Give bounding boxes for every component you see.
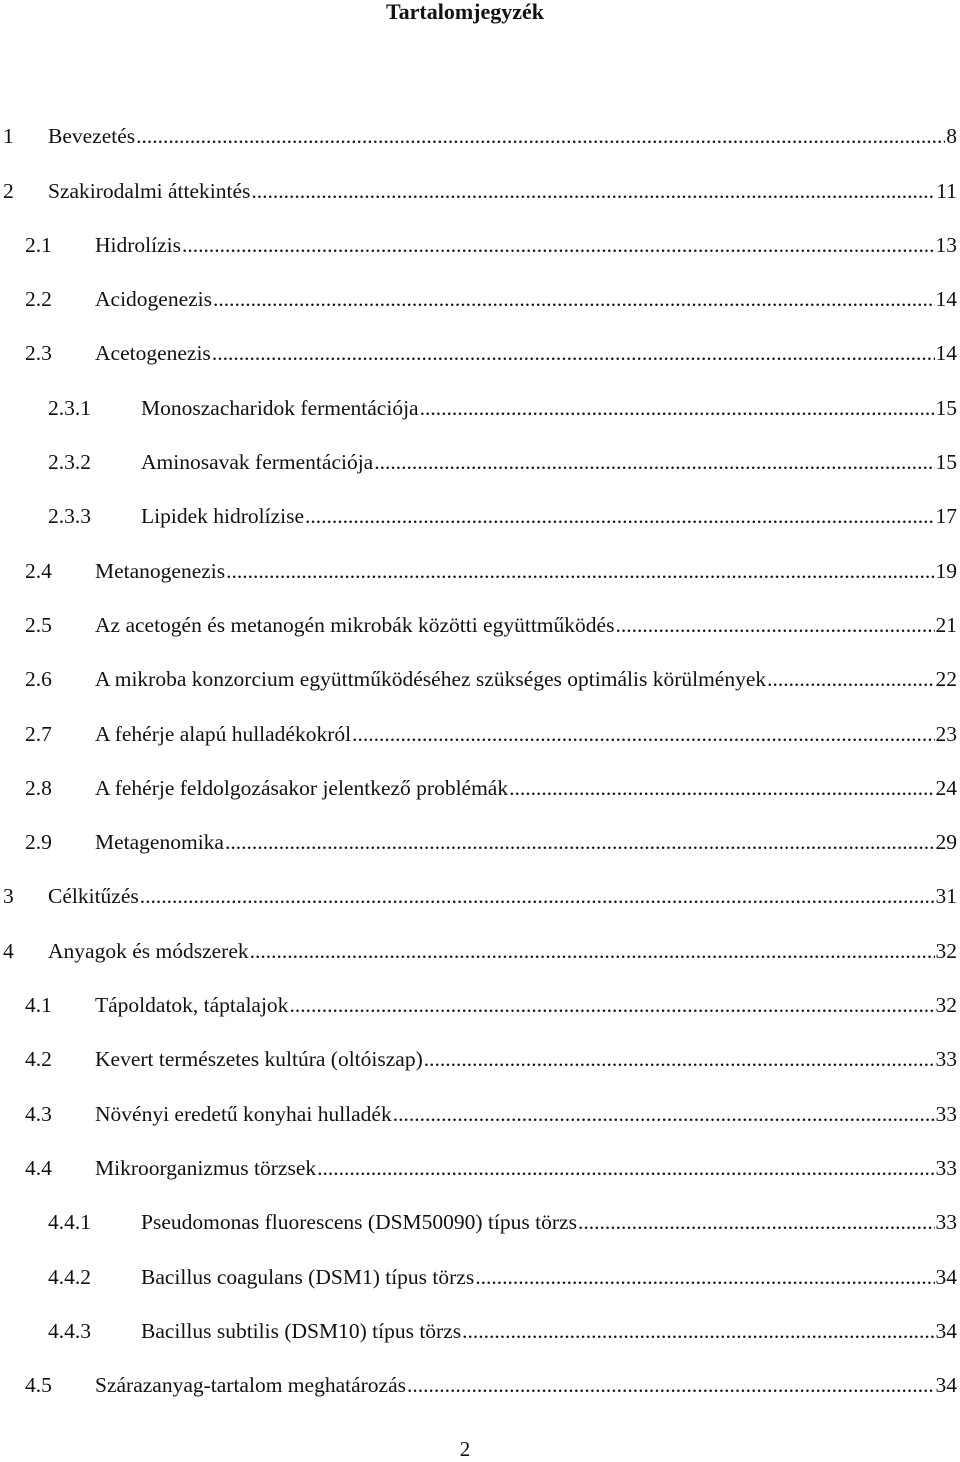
toc-entry-page: 23 (935, 721, 957, 746)
toc-entry-page: 33 (935, 1047, 957, 1072)
dot-leader (140, 883, 935, 909)
toc-entry-body (48, 883, 957, 909)
toc-entry-title: Az acetogén és metanogén mikrobák közötti együttműködés (95, 612, 615, 637)
toc-entry[interactable] (0, 529, 957, 583)
toc-entry[interactable] (0, 638, 957, 692)
toc-entry-number: 2 (3, 178, 14, 203)
dot-leader (578, 1209, 935, 1235)
dot-leader (136, 123, 945, 149)
toc-entry-body (48, 178, 957, 204)
toc-entry-page: 31 (935, 884, 957, 909)
toc-entry-page: 33 (935, 1101, 957, 1126)
toc-entry[interactable] (0, 747, 957, 801)
toc-entry-number: 2.3.1 (48, 395, 91, 420)
dot-leader (462, 1318, 934, 1344)
toc-entry-body (95, 1101, 957, 1127)
toc-entry-body (141, 1318, 957, 1344)
dot-leader (251, 178, 935, 204)
toc-entry-body (95, 666, 957, 692)
toc-entry-number: 2.6 (25, 667, 52, 692)
toc-entry-number: 4.5 (25, 1373, 52, 1398)
toc-entry[interactable] (0, 95, 957, 149)
toc-entry-title: Pseudomonas fluorescens (DSM50090) típus törzs (141, 1210, 577, 1235)
toc-entry-page: 19 (935, 558, 957, 583)
toc-entry-title: Mikroorganizmus törzsek (95, 1155, 317, 1180)
dot-leader (475, 1264, 934, 1290)
dot-leader (289, 992, 934, 1018)
toc-entry-page: 29 (935, 830, 957, 855)
toc-entry-body (95, 612, 957, 638)
toc-entry-page: 14 (935, 341, 957, 366)
toc-entry[interactable] (0, 366, 957, 420)
toc-entry[interactable] (0, 1290, 957, 1344)
toc-entry-title: Lipidek hidrolízise (141, 504, 305, 529)
toc-entry-page: 8 (946, 124, 957, 149)
dot-leader (393, 1101, 935, 1127)
toc-entry[interactable] (0, 964, 957, 1018)
toc-entry[interactable] (0, 421, 957, 475)
toc-entry-title: Bacillus coagulans (DSM1) típus törzs (141, 1264, 475, 1289)
dot-leader (182, 232, 935, 258)
dot-leader (509, 775, 934, 801)
toc-entry-number: 4.4.1 (48, 1210, 91, 1235)
toc-entry-body (95, 1372, 957, 1398)
toc-entry-number: 2.5 (25, 612, 52, 637)
toc-entry-title: Aminosavak fermentációja (141, 450, 374, 475)
toc-entry-title: Acidogenezis (95, 287, 213, 312)
toc-entry[interactable] (0, 584, 957, 638)
toc-entry-number: 4.4.3 (48, 1318, 91, 1343)
toc-entry-body (95, 558, 957, 584)
dot-leader (250, 938, 935, 964)
dot-leader (317, 1155, 934, 1181)
toc-entry-page: 32 (935, 938, 957, 963)
toc-entry-title: Szárazanyag-tartalom meghatározás (95, 1373, 406, 1398)
toc-entry-body (141, 1264, 957, 1290)
toc-entry-body (95, 721, 957, 747)
toc-entry-number: 2.8 (25, 775, 52, 800)
dot-leader (615, 612, 934, 638)
toc-entry-title: A fehérje feldolgozásakor jelentkező problémák (95, 775, 509, 800)
toc-entry-title: Metagenomika (95, 830, 224, 855)
toc-entry-number: 2.3.3 (48, 504, 91, 529)
toc-entry-page: 34 (935, 1264, 957, 1289)
toc-entry[interactable] (0, 1018, 957, 1072)
toc-entry-number: 4.4 (25, 1155, 52, 1180)
table-of-contents (0, 95, 957, 1398)
toc-entry-number: 1 (3, 124, 14, 149)
toc-entry-page: 22 (935, 667, 957, 692)
toc-entry[interactable] (0, 258, 957, 312)
toc-entry-title: Kevert természetes kultúra (oltóiszap) (95, 1047, 423, 1072)
toc-entry-body (141, 1209, 957, 1235)
dot-leader (226, 558, 934, 584)
toc-entry-page: 33 (935, 1210, 957, 1235)
toc-entry[interactable] (0, 909, 957, 963)
dot-leader (374, 449, 934, 475)
toc-entry-page: 17 (935, 504, 957, 529)
dot-leader (420, 395, 935, 421)
toc-entry-page: 13 (935, 232, 957, 257)
toc-entry[interactable] (0, 1344, 957, 1398)
toc-entry-page: 14 (935, 287, 957, 312)
toc-entry-number: 4 (3, 938, 14, 963)
toc-entry-body (48, 938, 957, 964)
toc-entry[interactable] (0, 312, 957, 366)
toc-entry-number: 4.2 (25, 1047, 52, 1072)
toc-entry-title: Bevezetés (48, 124, 136, 149)
dot-leader (225, 829, 935, 855)
dot-leader (407, 1372, 935, 1398)
toc-entry-title: A fehérje alapú hulladékokról (95, 721, 352, 746)
toc-entry-number: 4.3 (25, 1101, 52, 1126)
toc-entry-body (95, 232, 957, 258)
toc-entry-number: 4.1 (25, 993, 52, 1018)
toc-entry-page: 24 (935, 775, 957, 800)
toc-entry-page: 15 (935, 395, 957, 420)
toc-entry-body (141, 503, 957, 529)
page-title: Tartalomjegyzék (385, 0, 545, 24)
toc-entry-number: 2.1 (25, 232, 52, 257)
dot-leader (212, 340, 935, 366)
toc-entry-title: Bacillus subtilis (DSM10) típus törzs (141, 1318, 462, 1343)
dot-leader (305, 503, 934, 529)
toc-entry[interactable] (0, 1072, 957, 1126)
toc-entry[interactable] (0, 149, 957, 203)
toc-entry-body (95, 775, 957, 801)
toc-entry-body (95, 286, 957, 312)
toc-entry-body (141, 449, 957, 475)
toc-entry-page: 32 (935, 993, 957, 1018)
toc-entry-title: Metanogenezis (95, 558, 226, 583)
dot-leader (424, 1046, 935, 1072)
toc-entry-body (95, 1155, 957, 1181)
toc-entry-page: 21 (935, 612, 957, 637)
toc-entry[interactable] (0, 1127, 957, 1181)
toc-entry[interactable] (0, 475, 957, 529)
toc-entry-body (95, 829, 957, 855)
toc-entry-title: Célkitűzés (48, 884, 139, 909)
toc-entry-title: Anyagok és módszerek (48, 938, 249, 963)
toc-entry-title: Szakirodalmi áttekintés (48, 178, 251, 203)
toc-entry-number: 2.9 (25, 830, 52, 855)
toc-entry-page: 11 (936, 178, 957, 203)
toc-entry[interactable] (0, 1235, 957, 1289)
toc-entry-page: 33 (935, 1155, 957, 1180)
dot-leader (352, 721, 934, 747)
toc-entry-page: 34 (935, 1373, 957, 1398)
toc-entry-title: Hidrolízis (95, 232, 181, 257)
toc-entry[interactable] (0, 801, 957, 855)
toc-entry[interactable] (0, 1181, 957, 1235)
toc-entry-body (95, 340, 957, 366)
toc-entry-body (95, 992, 957, 1018)
dot-leader (213, 286, 934, 312)
toc-entry-number: 2.3 (25, 341, 52, 366)
toc-entry-title: Acetogenezis (95, 341, 211, 366)
toc-entry-number: 2.3.2 (48, 450, 91, 475)
page-number: 2 (459, 1437, 471, 1461)
toc-entry-number: 2.7 (25, 721, 52, 746)
toc-entry[interactable] (0, 855, 957, 909)
toc-entry[interactable] (0, 692, 957, 746)
toc-entry[interactable] (0, 204, 957, 258)
toc-entry-title: Monoszacharidok fermentációja (141, 395, 419, 420)
toc-entry-title: Tápoldatok, táptalajok (95, 993, 289, 1018)
toc-entry-page: 34 (935, 1318, 957, 1343)
dot-leader (767, 666, 934, 692)
toc-entry-title: Növényi eredetű konyhai hulladék (95, 1101, 392, 1126)
toc-entry-title: A mikroba konzorcium együttműködéséhez szükséges optimális körülmények (95, 667, 767, 692)
toc-entry-number: 2.2 (25, 287, 52, 312)
toc-entry-page: 15 (935, 450, 957, 475)
toc-entry-body (141, 395, 957, 421)
toc-entry-body (48, 123, 957, 149)
toc-entry-number: 2.4 (25, 558, 52, 583)
toc-entry-number: 3 (3, 884, 14, 909)
toc-entry-body (95, 1046, 957, 1072)
toc-entry-number: 4.4.2 (48, 1264, 91, 1289)
